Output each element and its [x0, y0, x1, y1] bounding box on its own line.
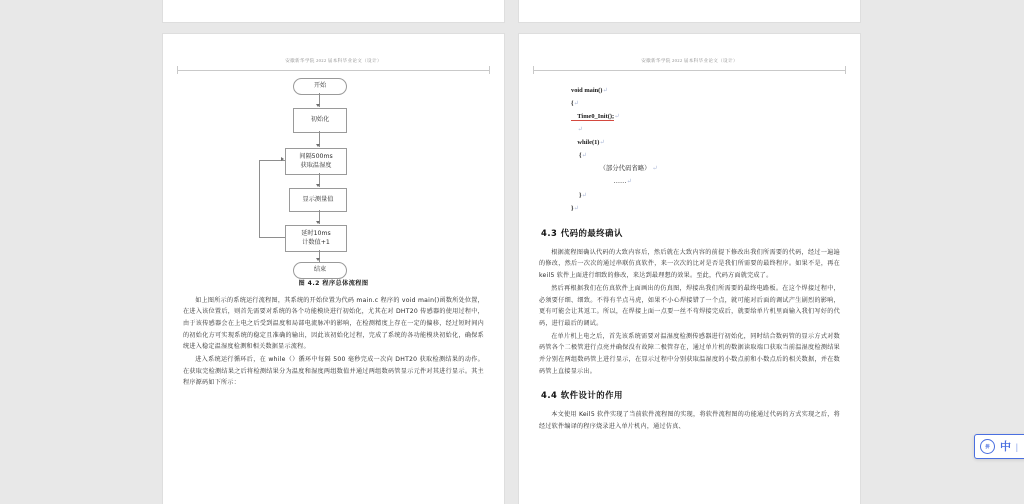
code-line — [571, 123, 838, 136]
header-rule-left — [177, 66, 490, 74]
code-line-text: void main() — [571, 86, 603, 94]
flow-node-display — [289, 188, 347, 212]
code-line-text: while(1) — [571, 139, 600, 146]
code-line — [571, 84, 838, 97]
code-line-text-misspelled: Time0_Init(); — [571, 112, 615, 120]
ime-floating-toolbar[interactable] — [974, 434, 1024, 459]
paragraph-mark-icon: ↵ — [650, 165, 658, 173]
page-header-right — [533, 58, 846, 74]
code-line — [571, 162, 838, 175]
flow-node-start — [293, 78, 347, 95]
code-line-text: } — [571, 204, 574, 212]
ime-logo-icon[interactable]: 拼 — [980, 439, 995, 454]
section-4-3-body — [539, 247, 840, 378]
document-page-left[interactable] — [163, 34, 504, 504]
running-header-text-left: 安徽新华学院 2022 届本科毕业论文（设计） — [285, 58, 382, 63]
document-page-right[interactable] — [519, 34, 860, 504]
header-rule-right — [533, 66, 846, 74]
page-fragment-right-previous — [519, 0, 860, 22]
flow-node-sample-line2: 获取温湿度 — [300, 162, 332, 169]
ime-language-mode-button[interactable]: 中 — [1000, 440, 1011, 453]
code-line-text: } — [571, 191, 582, 199]
flow-arrow-delay-end — [316, 258, 320, 261]
flow-node-delay-line2: 计数值+1 — [302, 239, 330, 246]
left-page-body — [183, 295, 484, 390]
code-line — [571, 175, 838, 188]
left-paragraph-1: 如上图所示的系统运行流程图，其系统的开始位置为代码 main.c 程序的 void main()函数所处位置，在进入该位置后，则首先需要对系统的各个功能模块进行初始化，尤其在对 DHT20 传感器的使用过程中，由于该传感器会在上电之后受到温度和局部电流脉冲的影响，在检测精度上存在一定的偏移，经过短时间内的初始化方可实现系统的稳定且准确的输出，因此该初始化过程，完成了系统的各功能模块初始化，确保系统进入稳定温湿度检测和相关数据显示流程。 — [183, 296, 484, 351]
header-rule-tick-left — [177, 66, 178, 74]
flow-arrow-init-sample — [316, 144, 320, 147]
paragraph-mark-icon: ↵ — [573, 99, 579, 107]
code-line — [571, 202, 838, 215]
flow-arrow-display-delay — [316, 221, 320, 224]
flowchart-program-overview — [163, 74, 504, 274]
paragraph-mark-icon: ↵ — [614, 112, 620, 120]
section-heading-4-4: 4.4 软件设计的作用 — [541, 390, 623, 401]
flow-node-sample — [285, 148, 347, 175]
section-4-3-paragraph-1: 根据流程图确认代码的大致内容后，然后就在大致内容的前提下修改出我们所需要的代码，经过一遍遍的修改，然后一次次的通过串联仿真软件，来一次次的比对是否是我们所需要的最终程序。如果不是，再在 keil5 软件上面进行细致的修改，来达到最理想的效果。至此，代码方面就完成了。 — [539, 248, 840, 280]
paragraph-mark-icon: ↵ — [626, 178, 632, 186]
header-rule-tick-right-right-page — [845, 66, 846, 74]
ime-separator-icon: | — [1016, 441, 1018, 452]
flow-node-end-label: 结束 — [313, 266, 327, 274]
section-4-4-paragraph-1: 本文使用 Keil5 软件实现了当前软件流程图的实现，将软件流程图的功能通过代码的方式实现之后，将经过软件编译的程序烧录进入单片机内，通过仿真、 — [539, 411, 840, 430]
section-4-3-paragraph-3: 在单片机上电之后，首先该系统需要对温湿度检测传感器进行初始化，同时结合数码管的显示方式对数码管各个二极管进行点亮并确保没有故障二极管存在，通过单片机的数据读取端口获取当前温湿度检测结果并分别在两组数码管上进行显示，在显示过程中分别获取温湿度的小数点前和小数点后的相关数据，并在数码管上直接显示出。 — [539, 332, 840, 375]
flow-node-end — [293, 262, 347, 279]
code-line-text: { — [571, 99, 574, 107]
page-header-left — [177, 58, 490, 74]
code-line-text: （部分代码省略） — [571, 164, 651, 173]
flow-node-delay-line1: 延时10ms — [301, 229, 331, 237]
paragraph-mark-icon: ↵ — [581, 152, 587, 160]
flow-loop-arrow — [281, 157, 284, 161]
flow-node-init — [293, 108, 347, 133]
flow-arrow-sample-display — [316, 184, 320, 187]
paragraph-mark-icon: ↵ — [602, 86, 608, 94]
code-block-main — [571, 84, 838, 215]
flow-node-start-label: 开始 — [313, 82, 327, 90]
flow-loop-segment-bottom — [259, 237, 285, 238]
paragraph-mark-icon: ↵ — [573, 204, 579, 212]
header-rule-tick-right — [489, 66, 490, 74]
paragraph-mark-icon: ↵ — [581, 191, 587, 199]
paragraph-mark-icon: ↵ — [599, 139, 605, 146]
code-line-text: { — [571, 152, 582, 160]
page-fragment-left-previous — [163, 0, 504, 22]
figure-caption-4-2: 图 4.2 程序总体流程图 — [298, 279, 369, 287]
section-4-3-paragraph-2: 然后再根据我们在仿真软件上面画出的仿真图，焊接出我们所需要的最终电路板。在这个焊接过程中，必须要仔细、细致。不得有半点马虎，如果不小心焊接错了一个点，就可能对后面的调试产生剧烈的影响，更有可能会让其返工。所以，在焊接上面一点要一丝不苟焊接完成后，就要给单片机里面输入我们写好的代码，进行最后的调试。 — [539, 284, 840, 327]
flow-loop-segment-vertical — [259, 160, 260, 237]
code-line — [571, 189, 838, 202]
paragraph-mark-icon: ↵ — [577, 125, 583, 133]
code-line — [571, 97, 838, 110]
section-4-4-body — [539, 409, 840, 432]
code-line — [571, 149, 838, 162]
left-paragraph-2: 进入系统运行循环后，在 while（）循环中每隔 500 毫秒完成一次向 DHT20 获取检测结果的动作。在获取完检测结果之后将检测结果分为温度和湿度两组数值并通过两组数码管显示元件对其进行显示。其主程序源码如下所示： — [183, 355, 484, 387]
code-line — [571, 136, 838, 149]
flow-node-init-label: 初始化 — [310, 116, 330, 124]
code-line — [571, 110, 838, 123]
flow-node-sample-line1: 间隔500ms — [299, 152, 333, 160]
flow-arrow-start-init — [316, 104, 320, 107]
header-rule-tick-left-right-page — [533, 66, 534, 74]
flow-node-delay — [285, 225, 347, 252]
code-line-text: …… — [571, 177, 627, 186]
section-heading-4-3: 4.3 代码的最终确认 — [541, 227, 623, 238]
running-header-text-right: 安徽新华学院 2022 届本科毕业论文（设计） — [641, 58, 738, 63]
flow-node-display-label: 显示测量值 — [302, 195, 334, 203]
